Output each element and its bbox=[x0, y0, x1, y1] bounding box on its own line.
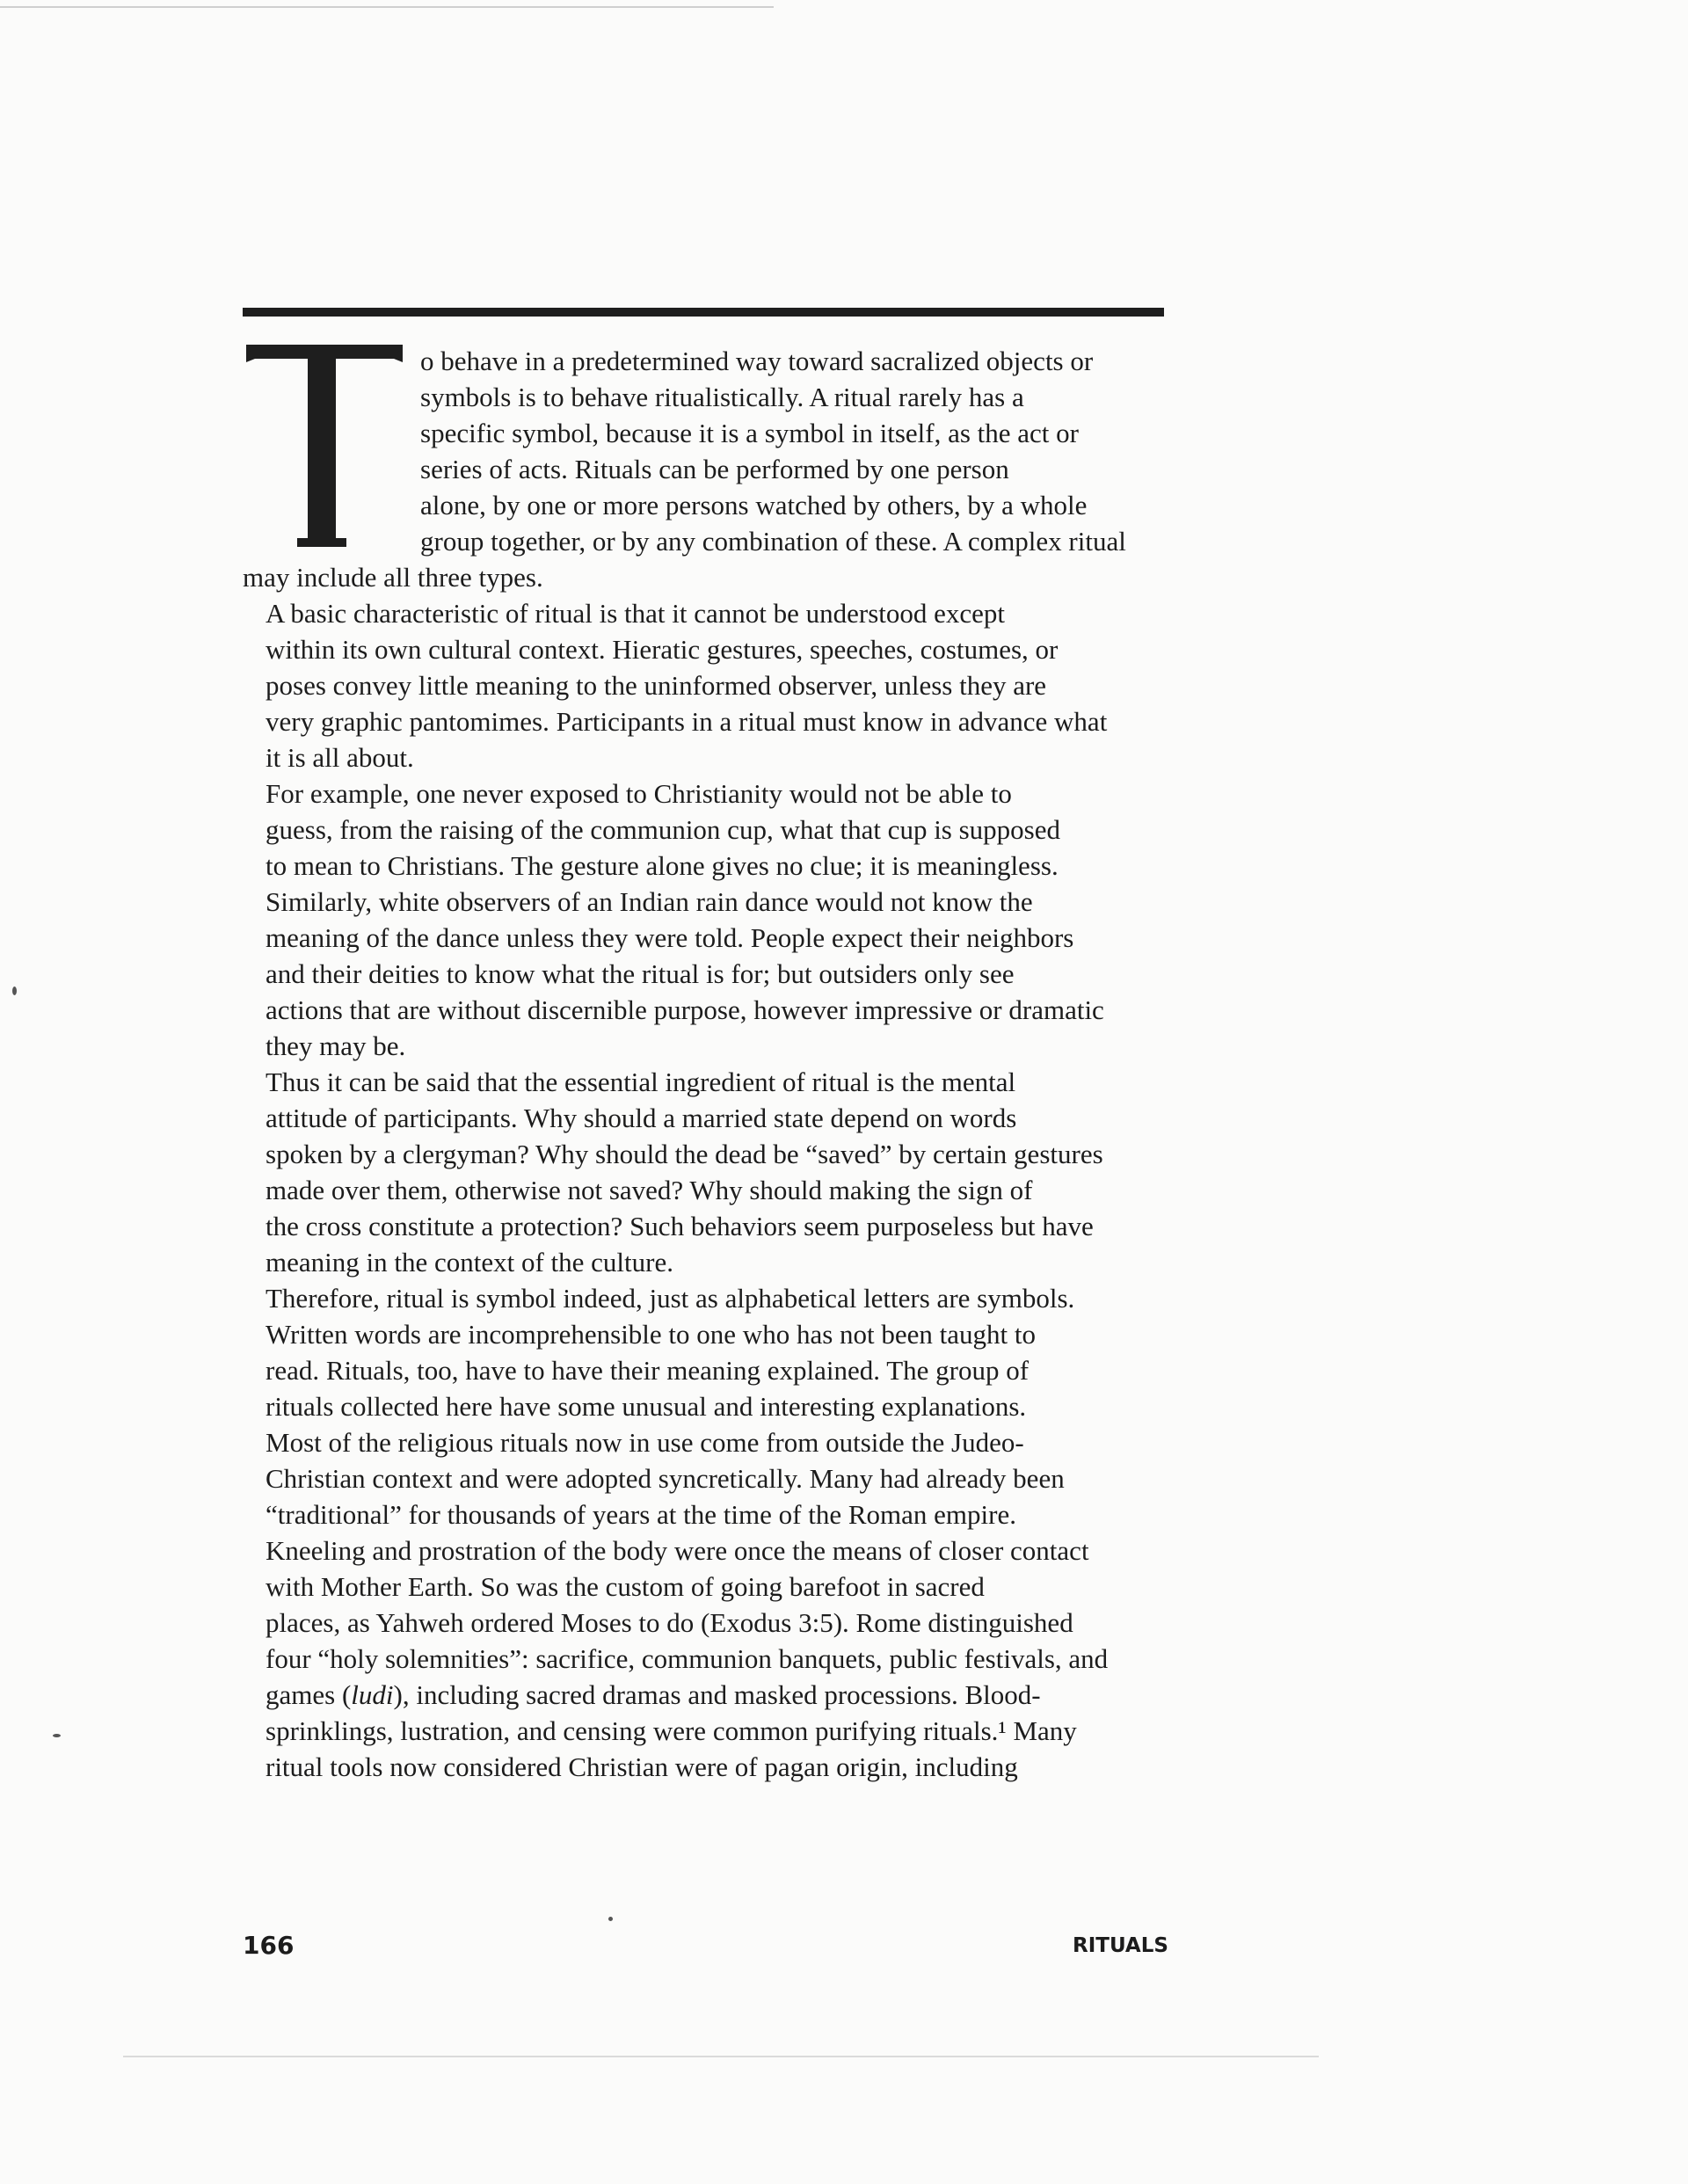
text-line: within its own cultural context. Hieratic gestures, speeches, costumes, or bbox=[266, 634, 1059, 665]
text-line: sprinklings, lustration, and censing were common purifying rituals.¹ Many bbox=[266, 1715, 1077, 1746]
scan-speck bbox=[12, 986, 17, 995]
text-line: meaning in the context of the culture. bbox=[266, 1247, 673, 1278]
text-line: rituals collected here have some unusual and interesting explanations. bbox=[266, 1391, 1027, 1422]
text-line: may include all three types. bbox=[243, 562, 543, 593]
text-line: with Mother Earth. So was the custom of going barefoot in sacred bbox=[266, 1571, 985, 1602]
scan-edge-bottom bbox=[123, 2056, 1319, 2057]
text-line: Kneeling and prostration of the body were once the means of closer contact bbox=[266, 1535, 1089, 1566]
text-line: Christian context and were adopted syncretically. Many had already been bbox=[266, 1463, 1065, 1494]
text-line: ritual tools now considered Christian were of pagan origin, including bbox=[266, 1751, 1018, 1782]
text-line: places, as Yahweh ordered Moses to do (Exodus 3:5). Rome distinguished bbox=[266, 1607, 1073, 1638]
text-line: symbols is to behave ritualistically. A ritual rarely has a bbox=[420, 382, 1024, 412]
text-line: games (ludi), including sacred dramas and masked processions. Blood- bbox=[266, 1679, 1041, 1710]
paragraph-5 bbox=[243, 1280, 1164, 1424]
text-line: meaning of the dance unless they were told. People expect their neighbors bbox=[266, 922, 1074, 953]
text-line: For example, one never exposed to Christianity would not be able to bbox=[266, 778, 1012, 809]
text-line: Thus it can be said that the essential ingredient of ritual is the mental bbox=[266, 1067, 1016, 1097]
text-line: Most of the religious rituals now in use come from outside the Judeo- bbox=[266, 1427, 1024, 1458]
text-line: specific symbol, because it is a symbol in itself, as the act or bbox=[420, 418, 1079, 448]
scan-speck bbox=[608, 1917, 613, 1921]
text-line: and their deities to know what the ritual is for; but outsiders only see bbox=[266, 958, 1015, 989]
text-line: guess, from the raising of the communion cup, what that cup is supposed bbox=[266, 814, 1061, 845]
text-line: o behave in a predetermined way toward sacralized objects or bbox=[420, 346, 1094, 376]
scan-speck bbox=[53, 1734, 61, 1737]
text-line: A basic characteristic of ritual is that it cannot be understood except bbox=[266, 598, 1006, 629]
text-line: group together, or by any combination of these. A complex ritual bbox=[420, 526, 1126, 557]
text-line: “traditional” for thousands of years at the time of the Roman empire. bbox=[266, 1499, 1016, 1530]
text-line: very graphic pantomimes. Participants in a ritual must know in advance what bbox=[266, 706, 1108, 737]
text-line: they may be. bbox=[266, 1030, 406, 1061]
text-line: poses convey little meaning to the uninformed observer, unless they are bbox=[266, 670, 1047, 701]
article-body bbox=[243, 343, 1168, 1987]
paragraph-3 bbox=[243, 775, 1164, 1064]
text-line: Similarly, white observers of an Indian rain dance would not know the bbox=[266, 886, 1033, 917]
text-line: four “holy solemnities”: sacrifice, communion banquets, public festivals, and bbox=[266, 1643, 1109, 1674]
page-number: 166 bbox=[243, 1931, 295, 1960]
paragraph-2 bbox=[243, 595, 1164, 775]
text-line: read. Rituals, too, have to have their meaning explained. The group of bbox=[266, 1355, 1030, 1386]
paragraph-1 bbox=[243, 343, 1164, 595]
paragraph-4 bbox=[243, 1064, 1164, 1280]
text-line: made over them, otherwise not saved? Why should making the sign of bbox=[266, 1175, 1033, 1205]
top-rule bbox=[243, 308, 1164, 317]
scan-edge-top bbox=[0, 6, 774, 8]
text-line: spoken by a clergyman? Why should the dead be “saved” by certain gestures bbox=[266, 1139, 1103, 1169]
text-line: to mean to Christians. The gesture alone gives no clue; it is meaningless. bbox=[266, 850, 1059, 881]
text-line: series of acts. Rituals can be performed by one person bbox=[420, 454, 1009, 484]
text-line: it is all about. bbox=[266, 742, 414, 773]
text-line: Written words are incomprehensible to one who has not been taught to bbox=[266, 1319, 1036, 1350]
text-line: actions that are without discernible purpose, however impressive or dramatic bbox=[266, 994, 1104, 1025]
text-line: the cross constitute a protection? Such behaviors seem purposeless but have bbox=[266, 1211, 1094, 1241]
text-line: Therefore, ritual is symbol indeed, just as alphabetical letters are symbols. bbox=[266, 1283, 1075, 1314]
text-line: attitude of participants. Why should a married state depend on words bbox=[266, 1103, 1017, 1133]
paragraph-6 bbox=[243, 1424, 1164, 1785]
text-line: alone, by one or more persons watched by others, by a whole bbox=[420, 490, 1088, 521]
running-head: RITUALS bbox=[1073, 1934, 1168, 1957]
